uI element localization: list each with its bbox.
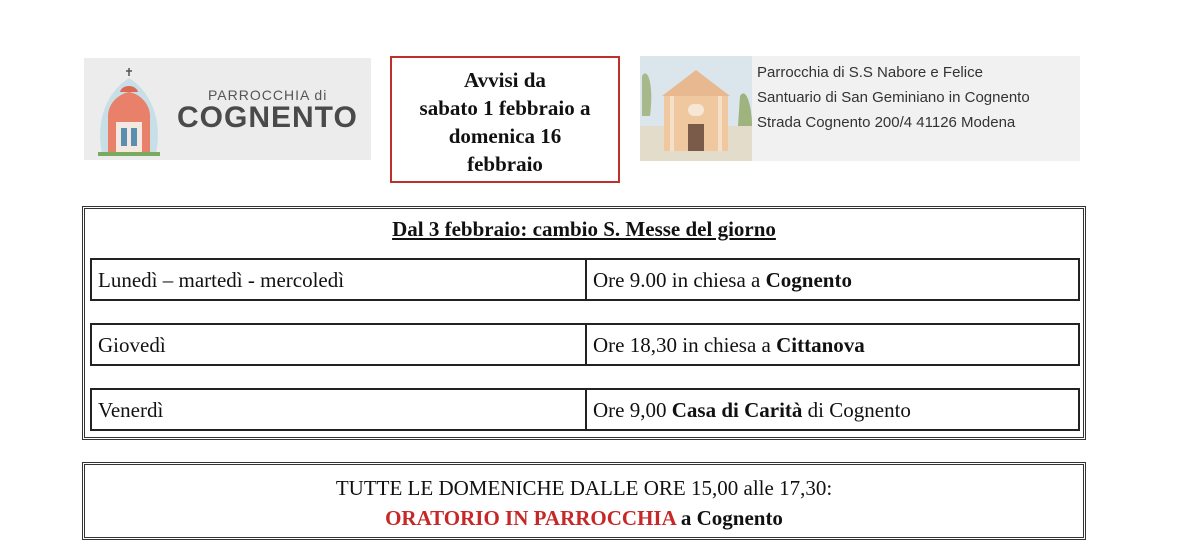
time-text: Ore 18,30 in chiesa a	[593, 333, 777, 357]
time-text: Ore 9,00	[593, 398, 672, 422]
church-facade-icon	[640, 56, 752, 161]
table-row	[90, 388, 1080, 431]
oratorio-line1: TUTTE LE DOMENICHE DALLE ORE 15,00 alle 17,30:	[335, 476, 833, 500]
row-time	[587, 390, 1078, 429]
row-time	[587, 325, 1078, 364]
oratorio-notice	[82, 462, 1086, 540]
logo-subtitle: PARROCCHIA di	[208, 87, 328, 103]
time-text: Ore 9.00 in chiesa a	[593, 268, 766, 292]
row-day: Giovedì	[92, 325, 587, 364]
notice-line: sabato 1 febbraio a	[419, 96, 591, 120]
row-time	[587, 260, 1078, 299]
notice-box	[390, 56, 620, 183]
church-info	[757, 60, 1030, 135]
time-suffix: di Cognento	[802, 398, 911, 422]
logo-title: COGNENTO	[177, 101, 358, 134]
oratorio-location: a Cognento	[675, 506, 783, 530]
church-dome-icon	[94, 64, 164, 156]
schedule-title: Dal 3 febbraio: cambio S. Messe del giorno	[392, 217, 776, 241]
notice-line: febbraio	[467, 152, 543, 176]
time-place: Cittanova	[776, 333, 865, 357]
parish-name: Parrocchia di S.S Nabore e Felice	[757, 64, 983, 81]
time-place: Cognento	[765, 268, 852, 292]
oratorio-line2	[85, 503, 1083, 533]
time-place: Casa di Carità	[671, 398, 803, 422]
table-row	[90, 323, 1080, 366]
notice-line: Avvisi da	[464, 68, 546, 92]
sanctuary-name: Santuario di San Geminiano in Cognento	[757, 89, 1030, 106]
notice-line: domenica 16	[448, 124, 562, 148]
mass-schedule-table	[82, 206, 1086, 440]
oratorio-highlight: ORATORIO IN PARROCCHIA	[385, 506, 676, 530]
row-day: Lunedì – martedì - mercoledì	[92, 260, 587, 299]
table-row	[90, 258, 1080, 301]
row-day: Venerdì	[92, 390, 587, 429]
parish-address: Strada Cognento 200/4 41126 Modena	[757, 114, 1016, 131]
